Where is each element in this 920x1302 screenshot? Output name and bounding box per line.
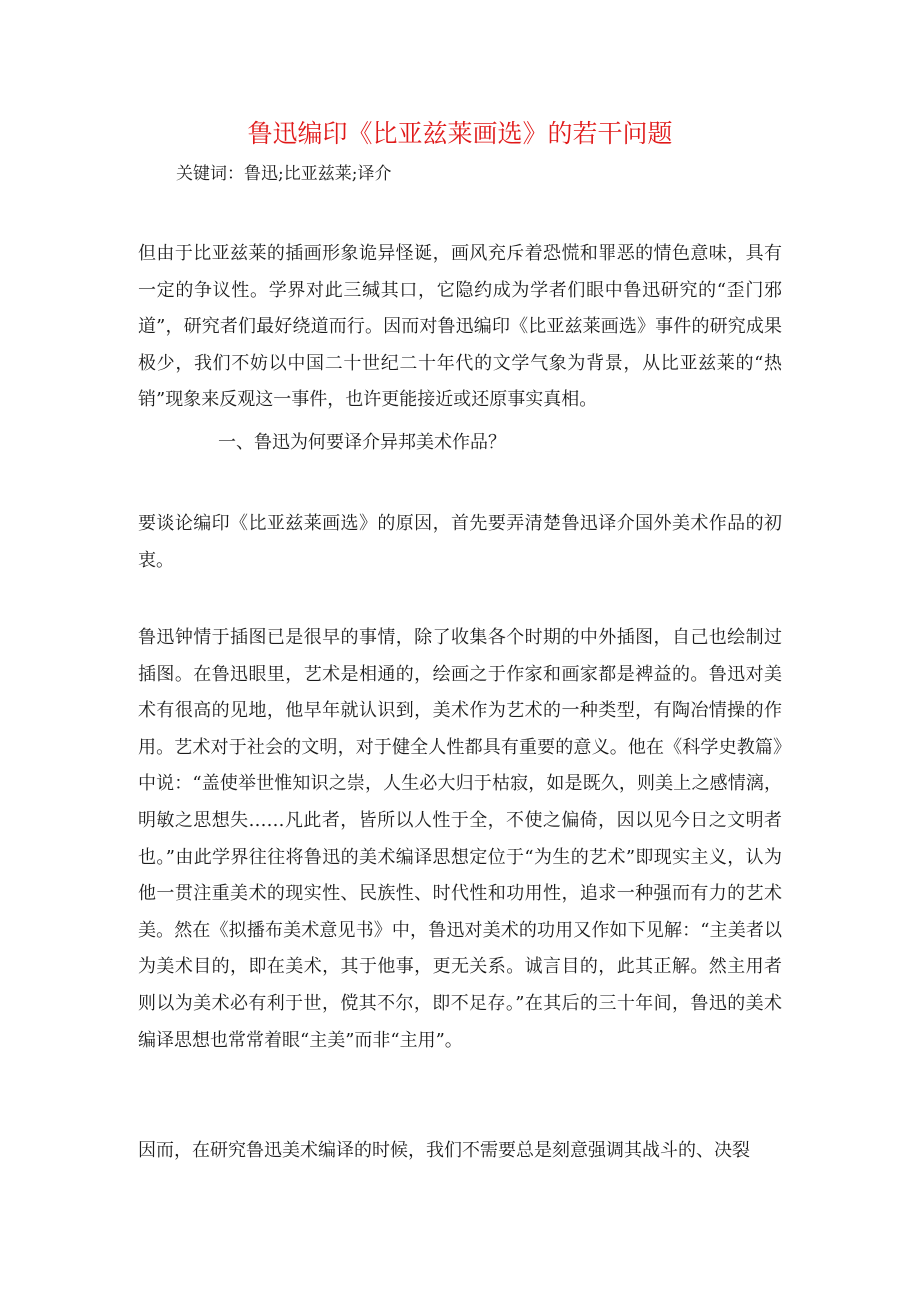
keywords-line: 关键词：鲁迅;比亚兹莱;译介 (176, 164, 392, 184)
body-paragraph: 但由于比亚兹莱的插画形象诡异怪诞，画风充斥着恐慌和罪恶的情色意味，具有一定的争议性。学界对此三缄其口，它隐约成为学者们眼中鲁迅研究的“歪门邪道”，研究者们最好绕道而行。因而对鲁迅编印《比亚兹莱画选》事件的研究成果极少，我们不妨以中国二十世纪二十年代的文学气象为背景，从比亚兹莱的“热销”现象来反观这一事件，也许更能接近或还原事实真相。 (138, 243, 782, 411)
section-heading: 一、鲁迅为何要译介异邦美术作品？ (218, 432, 506, 453)
body-paragraph: 因而，在研究鲁迅美术编译的时候，我们不需要总是刻意强调其战斗的、决裂 (138, 1140, 750, 1161)
body-paragraph: 鲁迅钟情于插图已是很早的事情，除了收集各个时期的中外插图，自己也绘制过插图。在鲁迅眼里，艺术是相通的，绘画之于作家和画家都是裨益的。鲁迅对美术有很高的见地，他早年就认识到，美术作为艺术的一种类型，有陶冶情操的作用。艺术对于社会的文明，对于健全人性都具有重要的意义。他在《科学史教篇》中说：“盖使举世惟知识之崇，人生必大归于枯寂，如是既久，则美上之感情漓，明敏之思想失……凡此者，皆所以人性于全，不使之偏倚，因以见今日之文明者也。”由此学界往往将鲁迅的美术编译思想定位于“为生的艺术”即现实主义，认为他一贯注重美术的现实性、民族性、时代性和功用性，追求一种强而有力的艺术美。然在《拟播布美术意见书》中，鲁迅对美术的功用又作如下见解：“主美者以为美术目的，即在美术，其于他事，更无关系。诚言目的，此其正解。然主用者则以为美术必有利于世，傥其不尔，即不足存。”在其后的三十年间，鲁迅的美术编译思想也常常着眼“主美”而非“主用”。 (138, 627, 782, 1051)
body-paragraph: 要谈论编印《比亚兹莱画选》的原因，首先要弄清楚鲁迅译介国外美术作品的初衷。 (138, 513, 782, 571)
page-title: 鲁迅编印《比亚兹莱画选》的若干问题 (247, 119, 673, 148)
